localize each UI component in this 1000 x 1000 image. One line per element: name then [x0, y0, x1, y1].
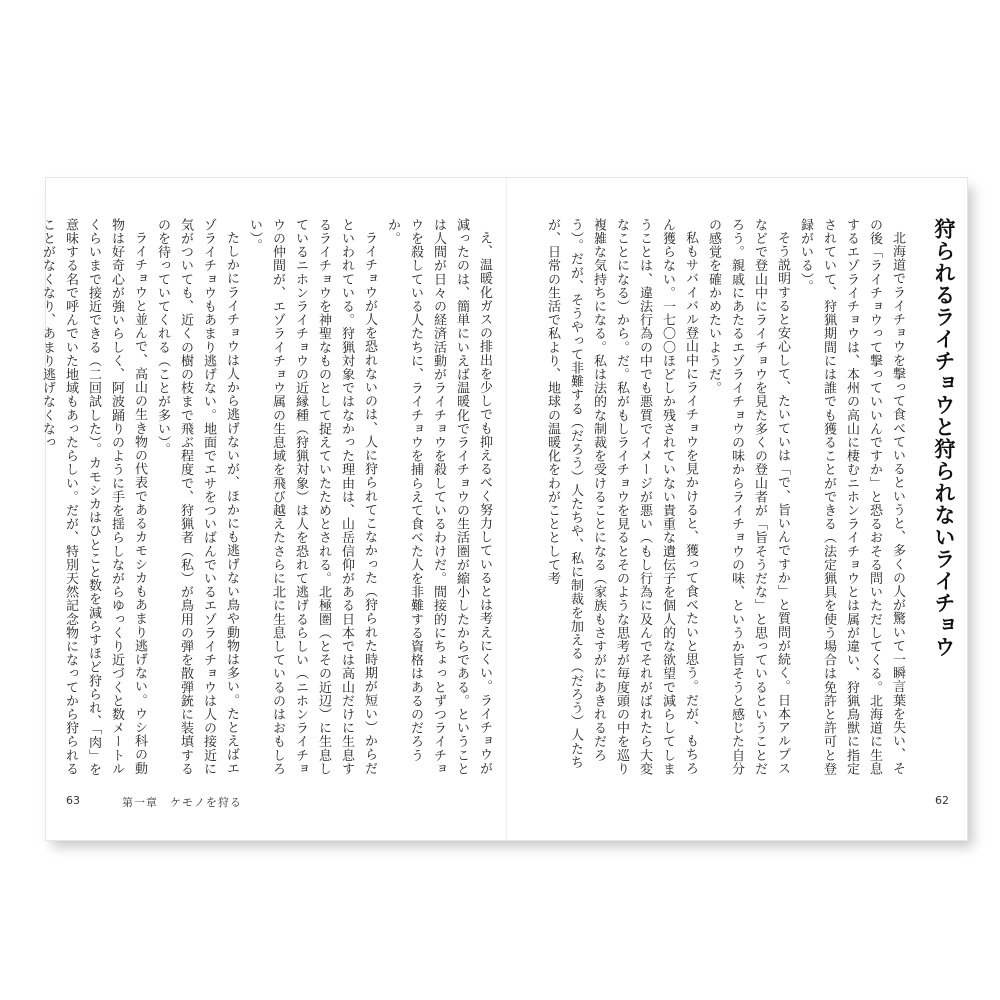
paragraph: ライチョウと並んで、高山の生き物の代表であるカモシカもあまり逃げない。ウシ科の動物は好奇心が強いらしく、阿波踊りのように手を揺らしながらゆっくり近づくと数メートルくらいまで接近できる（二回試した）。カモシカはひとこと数を減らすほど狩られ、「肉」を意味する名で呼んでいた地域もあったらしい。だが、特別天然記念物になってから狩られることがなくなり、あまり逃げなくなっ — [40, 218, 147, 777]
section-heading: 狩られるライチョウと狩られないライチョウ — [932, 218, 956, 658]
left-page-body — [36, 218, 496, 778]
running-head — [122, 794, 254, 810]
paragraph: 私もサバイバル登山中にライチョウを見かけると、獲って食べたいと思う。だが、もちろん獲らない。一七〇〇ほどしか残されていない貴重な遺伝子を個人的な欲望で減らしてしまうことは、違法行為の中でも悪質でイメージが悪い（もし行為に及んでそれがばれたら大変なことになる）から。だ。私がもしライチョウを見るとそのような思考が毎度頭の中を巡り複雑な気持ちになる。私は法的な制裁を受けることになる（家族もさすがにあきれるだろう）。だが、そうやって非難する（だろう）人たちや、私に制裁を加える（だろう）人たちが、日常の生活で私より、地球の温暖化をわがこととして考 — [545, 218, 698, 776]
running-head-title: ケモノを狩る — [170, 796, 242, 809]
paragraph: ライチョウが人を恐れないのは、人に狩られてこなかった（狩られた時期が短い）からだといわれている。狩猟対象ではなかった理由は、山岳信仰がある日本では高山だけに生息するライチョウを神聖なものとして捉えていたためとされる。北極圏（とその近辺）に生息しているニホンライチョウの近縁種（狩猟対象）は人を恐れて逃げるらしい（ニホンライチョウの仲間が、エゾライチョウ属の生息域を飛び越えたさらに北に生息しているのはおもしろい）。 — [247, 218, 377, 776]
book-spread — [40, 177, 968, 841]
left-page — [40, 178, 506, 840]
paragraph: たしかにライチョウは人から逃げないが、ほかにも逃げない鳥や動物は多い。たとえばエゾライチョウもあまり逃げない。地面でエサをついばんでいるエゾライチョウは人の接近に気がついても、近くの樹の枝まで飛ぶ程度で、狩猟者（私）が鳥用の弾を散弾銃に装填するのを待っていてくれる（ことが多い）。 — [155, 218, 239, 776]
right-page — [507, 178, 967, 840]
page-number-left: 63 — [66, 794, 80, 807]
right-page-body — [541, 218, 909, 778]
page-number-right: 62 — [935, 794, 949, 807]
paragraph: 北海道でライチョウを撃って食べているというと、多くの人が驚いて一瞬言葉を失い、その後「ライチョウって撃っていいんですか」と恐るおそる問いただしてくる。北海道に生息するエゾライチョウは、本州の高山に棲むニホンライチョウとは属が違い、狩猟鳥獣に指定されていて、狩猟期間には誰でも獲ることができる（法定猟具を使う場合は免許と許可と登録がいる）。 — [798, 218, 905, 776]
running-head-chapter: 第一章 — [122, 796, 158, 809]
paragraph: そう説明すると安心して、たいていは「で、旨いんですか」と質問が続く。日本アルプスなどで登山中にライチョウを見た多くの登山者が「旨そうだな」と思っているということだろう。親戚にあたるエゾライチョウの味からライチョウの味、というか旨そうと感じた自分の感覚を確かめたいようだ。 — [706, 218, 790, 776]
paragraph: え、温暖化ガスの排出を少しでも抑えるべく努力しているとは考えにくい。ライチョウが減ったのは、簡単にいえば温暖化でライチョウの生活圏が縮小したからである。ということは人間が日々の経済活動がライチョウを殺しているわけだ。間接的にちょっとずつライチョウを殺している人たちに、ライチョウを捕らえて食べた人を非難する資格はあるのだろうか。 — [385, 218, 492, 776]
